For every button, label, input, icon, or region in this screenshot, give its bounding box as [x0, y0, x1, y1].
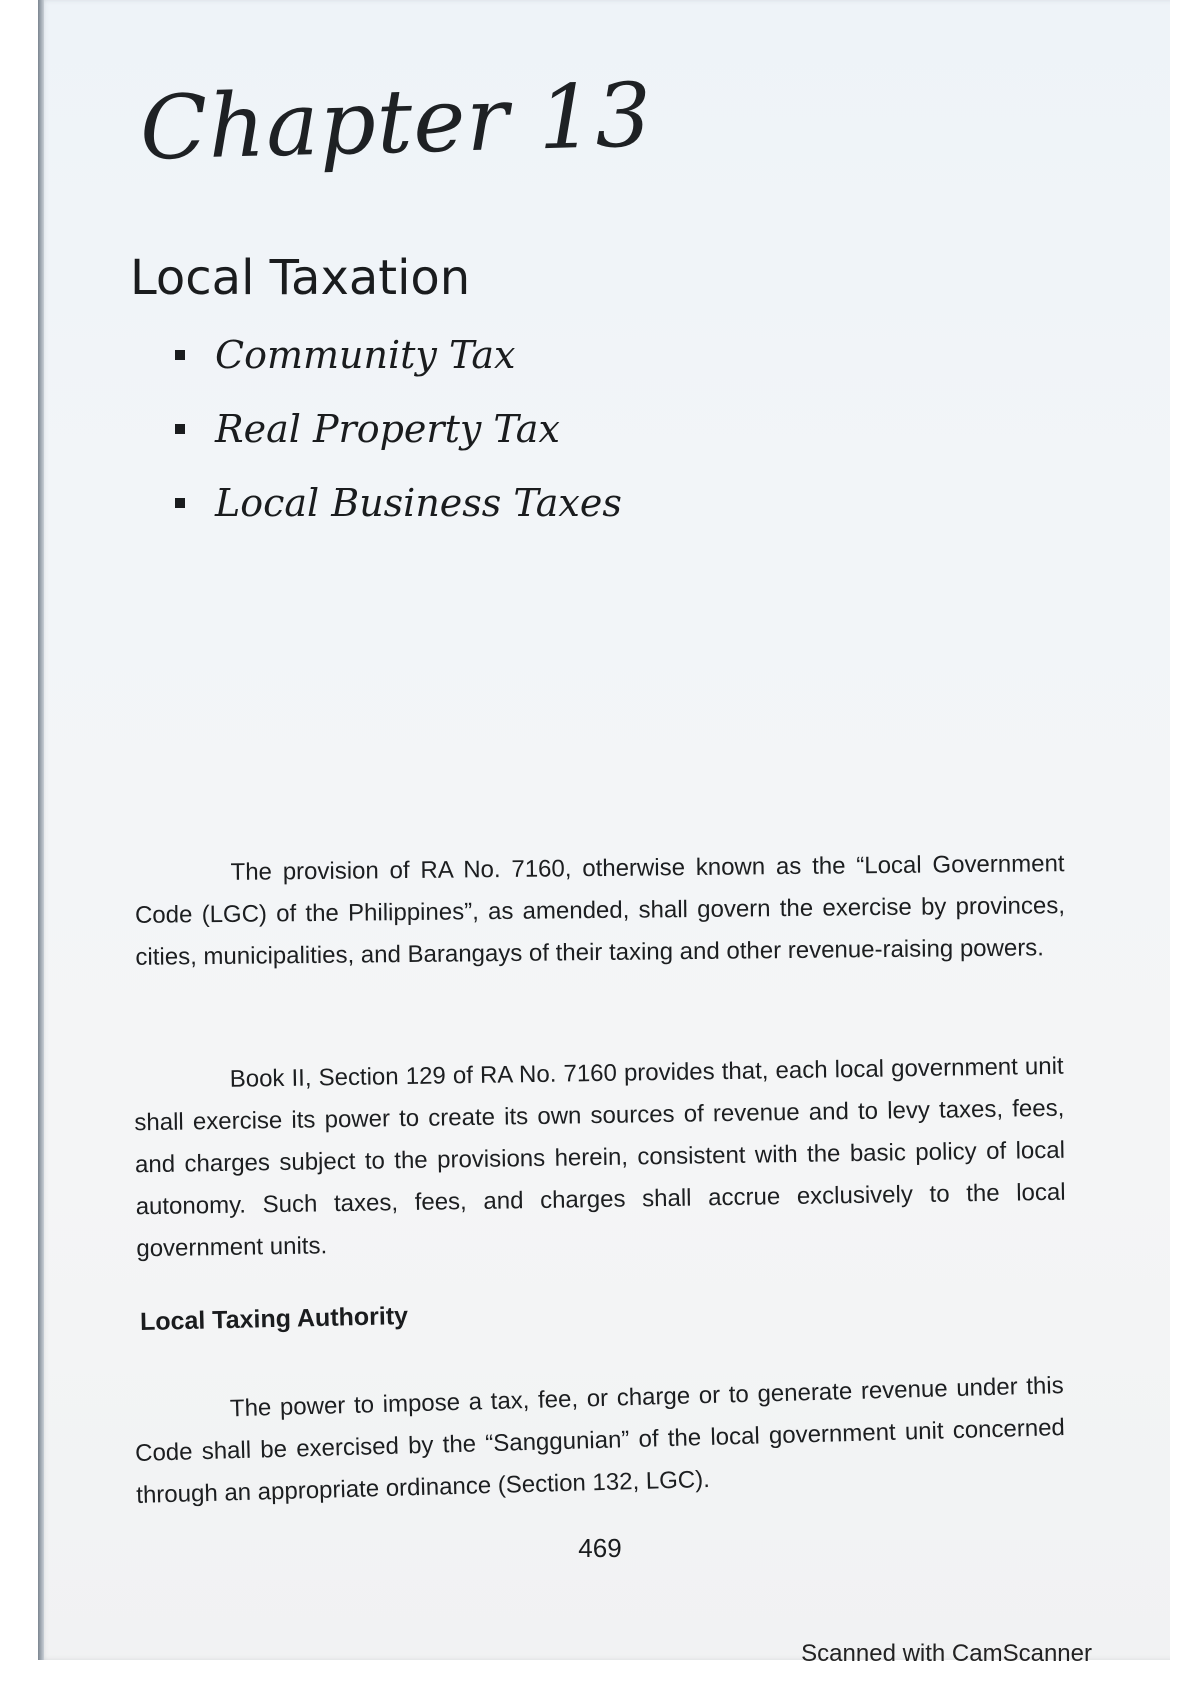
topic-label: Community Tax: [215, 333, 516, 377]
bullet-icon: [175, 498, 185, 508]
scanner-watermark: Scanned with CamScanner: [801, 1640, 1092, 1667]
bullet-icon: [175, 424, 185, 434]
list-item: [175, 318, 622, 392]
list-item: [175, 392, 622, 466]
topic-label: Real Property Tax: [215, 407, 560, 451]
bullet-icon: [175, 350, 185, 360]
section-heading: Local Taxing Authority: [139, 1301, 409, 1337]
paragraph-section-129: Book II, Section 129 of RA No. 7160 provides that, each local government unit shall exercise its power to create its own sources of revenue and to levy taxes, fees, and charges subject to the provisions herein, consistent with the basic policy of local autonomy. Such taxes, fees, and charges shall accrue exclusively to the local government units.: [134, 1052, 1066, 1263]
chapter-title: Local Taxation: [130, 250, 471, 306]
paragraph-taxing-authority: The power to impose a tax, fee, or charge or to generate revenue under this Code shall be exercised by the “Sanggunian” of the local government unit concerned through an appropriate ordinance (Section 132, LGC).: [134, 1372, 1066, 1509]
paragraph-lgc-provision: The provision of RA No. 7160, otherwise known as the “Local Government Code (LGC) of the Philippines”, as amended, shall govern the exercise by provinces, cities, municipalities, and Barangays of their taxing and other revenue-raising powers.: [134, 850, 1066, 971]
topic-label: Local Business Taxes: [215, 481, 622, 525]
chapter-heading: Chapter 13: [138, 63, 654, 180]
list-item: [175, 466, 622, 540]
topic-list: [175, 318, 622, 540]
page-number: 469: [578, 1533, 622, 1563]
page-edge-shadow: [38, 0, 44, 1660]
